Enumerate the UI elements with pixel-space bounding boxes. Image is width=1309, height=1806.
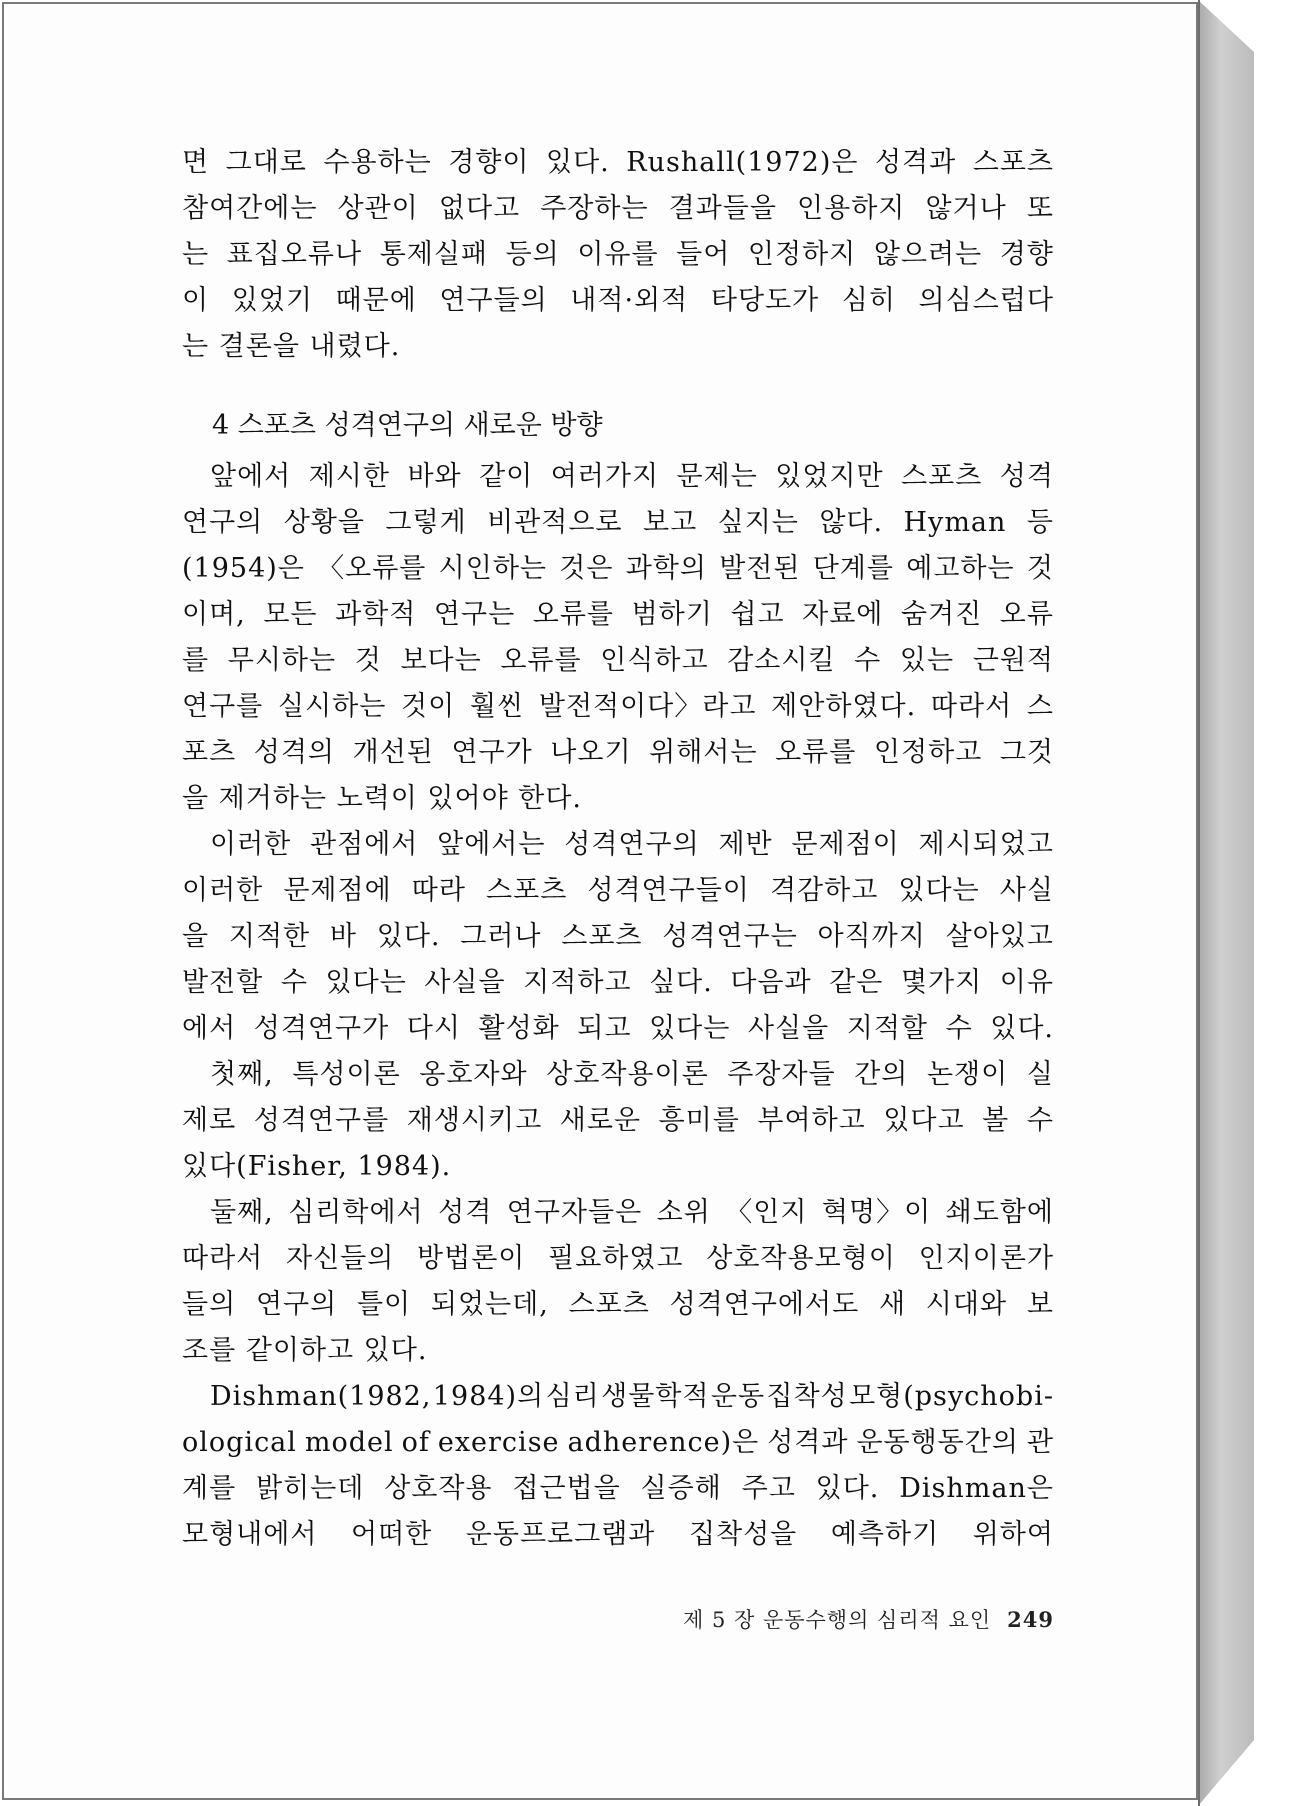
word: 숨겨진 — [900, 599, 983, 630]
word: 스포츠 — [561, 921, 643, 952]
word: 집착성을 — [688, 1519, 798, 1550]
word: 발전할 — [182, 967, 264, 998]
word: 성격과 — [874, 147, 957, 178]
word: 예측하기 — [830, 1519, 940, 1550]
text-line — [182, 638, 1054, 684]
word: exercise — [437, 1427, 560, 1458]
word: 이유를 — [577, 239, 659, 270]
word: 다시 — [406, 1013, 461, 1044]
word: 자료에 — [802, 599, 884, 630]
word: 앞에서는 — [437, 829, 546, 860]
word: 있다는 — [898, 875, 980, 906]
word: 연구가 — [451, 737, 533, 768]
word: 그렇게 — [385, 507, 467, 538]
word: 보 — [1026, 1289, 1054, 1320]
word: 성격의 — [253, 737, 336, 768]
word: 방법론이 — [417, 1243, 526, 1274]
word: 이 — [182, 285, 210, 316]
word: 위하여 — [972, 1519, 1054, 1550]
word: 논쟁이 — [926, 1059, 1009, 1090]
text-line — [182, 684, 1054, 730]
word: 싶지는 — [717, 507, 799, 538]
word: 관 — [1026, 1427, 1054, 1458]
word: 나오기 — [550, 737, 632, 768]
word: 모형내에서 — [182, 1519, 318, 1550]
word: 결과들을 — [668, 193, 777, 224]
text-line — [182, 1282, 1054, 1328]
word: 둘째, — [210, 1197, 274, 1228]
text-line — [182, 278, 1054, 324]
word: 스포츠 — [901, 461, 983, 492]
text-line — [182, 546, 1054, 592]
text-line — [182, 1190, 1054, 1236]
word: 수 — [854, 645, 882, 676]
word: 접근법을 — [512, 1473, 621, 1504]
word: 때문에 — [335, 285, 417, 316]
word: 다음과 — [730, 967, 812, 998]
text-line: 조를 같이하고 있다. — [182, 1335, 428, 1366]
word: 에서 — [182, 1013, 237, 1044]
word: 것은 — [559, 553, 614, 584]
text-line — [182, 1512, 1054, 1558]
word: 비관적으로 — [487, 507, 623, 538]
word: 포츠 — [182, 737, 237, 768]
text-line: 있다(Fisher, 1984). — [182, 1151, 452, 1182]
word: 필요하였고 — [548, 1243, 684, 1274]
word: 참여간에는 — [182, 193, 318, 224]
word: 주장하는 — [540, 193, 649, 224]
word: 성격연구들이 — [587, 875, 750, 906]
word: 심히 — [841, 285, 896, 316]
word: 인식하고 — [600, 645, 709, 676]
word: 간의 — [854, 1059, 909, 1090]
word: 있다. — [990, 1013, 1054, 1044]
word: 경향이 — [448, 147, 530, 178]
text-line — [182, 1420, 1054, 1466]
word: 지적하고 — [523, 967, 632, 998]
page-spine-line — [1198, 0, 1200, 1806]
text-line: 는 결론을 내렸다. — [182, 331, 401, 362]
word: 성격연구에서도 — [669, 1289, 860, 1320]
word: 상황을 — [283, 507, 365, 538]
word: 옹호자와 — [419, 1059, 528, 1090]
word: 여러가지 — [550, 461, 660, 492]
text-line — [182, 960, 1054, 1006]
word: 그러나 — [460, 921, 542, 952]
word: ological — [182, 1427, 297, 1458]
paragraph-intro — [182, 140, 1054, 370]
text-line — [182, 868, 1054, 914]
word: 있었지만 — [775, 461, 884, 492]
word: 되고 — [577, 1013, 632, 1044]
text-line: 을 제거하는 노력이 있어야 한다. — [182, 783, 582, 814]
word: 실 — [1026, 1059, 1054, 1090]
text-line — [182, 232, 1054, 278]
word: 관점에서 — [310, 829, 419, 860]
word: 문제점이 — [791, 829, 900, 860]
word: 보다는 — [400, 645, 482, 676]
word: 통제실패 — [379, 239, 488, 270]
text-line — [182, 1052, 1054, 1098]
word: 근원적 — [972, 645, 1054, 676]
text-line — [182, 1236, 1054, 1282]
word: 또 — [1026, 193, 1054, 224]
word: 훨씬 — [469, 691, 525, 722]
word: 감소시킬 — [727, 645, 836, 676]
word: 따라 — [411, 875, 466, 906]
text-line — [182, 500, 1054, 546]
word: 무시하는 — [227, 645, 337, 676]
word: 격감하고 — [769, 875, 879, 906]
word: 경향 — [999, 239, 1054, 270]
word: 스 — [1026, 691, 1054, 722]
word: 운동행동간의 — [856, 1427, 1019, 1458]
section-heading: 4 스포츠 성격연구의 새로운 방향 — [212, 410, 603, 441]
word: 연구들의 — [439, 285, 548, 316]
word: 쇄도함에 — [945, 1197, 1054, 1228]
word: 것 — [1026, 553, 1054, 584]
word: 수 — [945, 1013, 973, 1044]
word: 과학의 — [625, 553, 707, 584]
word: 〈오류를 — [317, 553, 427, 584]
word: 바와 — [407, 461, 462, 492]
word: 사실을 — [747, 1013, 830, 1044]
word: 이러한 — [210, 829, 292, 860]
word: 것이 — [401, 691, 456, 722]
word: 싶다. — [649, 967, 713, 998]
word: Rushall(1972)은 — [626, 147, 859, 178]
word: 제로 — [182, 1105, 237, 1136]
word: 〈인지 — [725, 1197, 808, 1228]
chapter-title: 제 5 장 운동수행의 심리적 요인 — [682, 1608, 992, 1632]
word: 성격연구는 — [662, 921, 798, 952]
word: 제시한 — [308, 461, 390, 492]
word: 상호작용이론 — [546, 1059, 709, 1090]
word: 문제점에 — [283, 875, 392, 906]
word: 않거나 — [925, 193, 1007, 224]
word: 있다고 — [883, 1105, 965, 1136]
paragraph-3 — [182, 1052, 1054, 1190]
word: 앞에서 — [210, 461, 292, 492]
word: 재생시키고 — [406, 1105, 543, 1136]
word: 첫째, — [210, 1059, 274, 1090]
word: 심리학에서 — [288, 1197, 424, 1228]
word: 성격 — [438, 1197, 493, 1228]
word: 활성화 — [478, 1013, 560, 1044]
word: 수 — [280, 967, 308, 998]
word: 내적·외적 — [570, 285, 689, 316]
text-line — [182, 1098, 1054, 1144]
word: 운동프로그램과 — [465, 1519, 656, 1550]
word: 수 — [1026, 1105, 1054, 1136]
word: 연구를 — [182, 691, 264, 722]
paragraph-5 — [182, 1374, 1054, 1558]
text-line — [182, 914, 1054, 960]
word: of — [401, 1427, 430, 1458]
word: 볼 — [982, 1105, 1010, 1136]
text-line — [182, 1466, 1054, 1512]
word: 위해서는 — [649, 737, 758, 768]
word: adherence)은 — [567, 1427, 760, 1458]
paragraph-2 — [182, 822, 1054, 1052]
word: 되었는데, — [430, 1289, 549, 1320]
word: 주장자들 — [727, 1059, 836, 1090]
word: 스포츠 — [486, 875, 568, 906]
word: 아직까지 — [817, 921, 926, 952]
text-line — [182, 454, 1054, 500]
page-number: 249 — [1007, 1607, 1054, 1632]
word: 소위 — [656, 1197, 711, 1228]
word: 의심스럽다 — [918, 285, 1054, 316]
word: 밝히는데 — [256, 1473, 365, 1504]
word: 살아있고 — [945, 921, 1054, 952]
word: 1984)의 — [432, 1381, 545, 1412]
word: 를 — [182, 645, 210, 676]
word: 면 — [182, 147, 210, 178]
word: 등의 — [505, 239, 560, 270]
word: 상관이 — [337, 193, 419, 224]
word: 을 — [182, 921, 210, 952]
page-body — [182, 140, 1054, 1558]
word: 자신들의 — [285, 1243, 395, 1274]
word: Dishman(1982, — [210, 1381, 432, 1412]
word: 표집오류나 — [226, 239, 363, 270]
word: 있다. — [545, 147, 610, 178]
word: 생물학적 — [601, 1381, 710, 1412]
text-line — [182, 730, 1054, 776]
paragraph-1 — [182, 454, 1054, 822]
word: 발전적이다〉라고 — [538, 691, 757, 722]
word: 것 — [354, 645, 382, 676]
word: (1954)은 — [182, 553, 305, 584]
word: 집착성 — [766, 1381, 848, 1412]
word: 들어 — [676, 239, 731, 270]
text-line — [182, 186, 1054, 232]
word: 연구의 — [255, 1289, 338, 1320]
word: 따라서 — [182, 1243, 264, 1274]
word: 성격연구의 — [564, 829, 700, 860]
paragraph-4 — [182, 1190, 1054, 1374]
word: 흥미를 — [658, 1105, 740, 1136]
word: 같은 — [829, 967, 884, 998]
word: 바 — [329, 921, 357, 952]
word: 예고하는 — [906, 553, 1015, 584]
word: 성격연구를 — [253, 1105, 390, 1136]
word: model — [304, 1427, 394, 1458]
word: 스포츠 — [972, 147, 1054, 178]
word: 오류를 — [500, 645, 582, 676]
word: Dishman은 — [899, 1473, 1054, 1504]
word: 단계를 — [812, 553, 894, 584]
word: 문제는 — [676, 461, 758, 492]
word: 지적할 — [846, 1013, 928, 1044]
word: 이유 — [999, 967, 1054, 998]
word: 등 — [1026, 507, 1054, 538]
word: 계를 — [182, 1473, 237, 1504]
word: 같이 — [479, 461, 534, 492]
word: 주고 — [741, 1473, 796, 1504]
word: 특성이론 — [292, 1059, 401, 1090]
running-footer — [600, 1604, 1054, 1634]
word: 지적한 — [228, 921, 311, 952]
word: 보고 — [642, 507, 698, 538]
word: 인지이론가 — [918, 1243, 1054, 1274]
word: 오류를 — [775, 737, 857, 768]
word: 연구는 — [433, 599, 516, 630]
text-line — [182, 140, 1054, 186]
word: 새 — [878, 1289, 907, 1320]
word: 제반 — [718, 829, 773, 860]
word: 수용하는 — [323, 147, 432, 178]
word: 는 — [182, 239, 210, 270]
word: 이러한 — [182, 875, 264, 906]
word: 사실 — [999, 875, 1054, 906]
word: 상호작용모형이 — [706, 1243, 896, 1274]
word: 들의 — [182, 1289, 237, 1320]
word: 연구의 — [182, 507, 264, 538]
word: 실증해 — [640, 1473, 722, 1504]
word: 않다. — [819, 507, 884, 538]
text-line — [182, 822, 1054, 868]
word: 시인하는 — [438, 553, 547, 584]
word: 없다고 — [438, 193, 521, 224]
word: 과학적 — [335, 599, 417, 630]
word: 인용하지 — [797, 193, 906, 224]
word: 새로운 — [559, 1105, 641, 1136]
word: 모든 — [263, 599, 318, 630]
word: 그것 — [999, 737, 1054, 768]
word: 틀이 — [356, 1289, 412, 1320]
word: 부여하고 — [757, 1105, 866, 1136]
page-stack-edge — [1198, 0, 1254, 1806]
word: 상호작용 — [384, 1473, 493, 1504]
word: 그대로 — [225, 147, 307, 178]
word: 연구자들은 — [506, 1197, 643, 1228]
word: 스포츠 — [568, 1289, 650, 1320]
word: 사실을 — [424, 967, 506, 998]
word: 어떠한 — [350, 1519, 433, 1550]
word: 운동 — [710, 1381, 766, 1412]
word: 타당도가 — [710, 285, 820, 316]
text-line — [182, 1374, 1054, 1420]
word: 이며, — [182, 599, 246, 630]
word: 개선된 — [352, 737, 434, 768]
word: 있는 — [899, 645, 955, 676]
word: Hyman — [903, 507, 1007, 538]
word: 오류 — [999, 599, 1054, 630]
text-line — [182, 592, 1054, 638]
word: 있다. — [376, 921, 441, 952]
word: 성격 — [999, 461, 1054, 492]
word: 발전된 — [719, 553, 801, 584]
word: 오류를 — [532, 599, 614, 630]
word: 시대와 — [925, 1289, 1008, 1320]
word: 모형(psychobi- — [849, 1381, 1054, 1412]
word: 실시하는 — [277, 691, 387, 722]
word: 제시되었고 — [918, 829, 1054, 860]
word: 심리 — [545, 1381, 600, 1412]
word: 있었기 — [231, 285, 313, 316]
word: 있다. — [815, 1473, 880, 1504]
word: 있다는 — [325, 967, 407, 998]
word: 범하기 — [631, 599, 713, 630]
word: 않으려는 — [873, 239, 983, 270]
word: 성격과 — [767, 1427, 849, 1458]
word: 제안하였다. — [771, 691, 917, 722]
word: 쉽고 — [730, 599, 785, 630]
word: 혁명〉이 — [821, 1197, 932, 1228]
word: 몇가지 — [900, 967, 983, 998]
word: 성격연구가 — [253, 1013, 390, 1044]
word: 인정하고 — [873, 737, 983, 768]
text-line — [182, 1006, 1054, 1052]
word: 인정하지 — [747, 239, 857, 270]
word: 따라서 — [930, 691, 1013, 722]
word: 있다는 — [649, 1013, 731, 1044]
